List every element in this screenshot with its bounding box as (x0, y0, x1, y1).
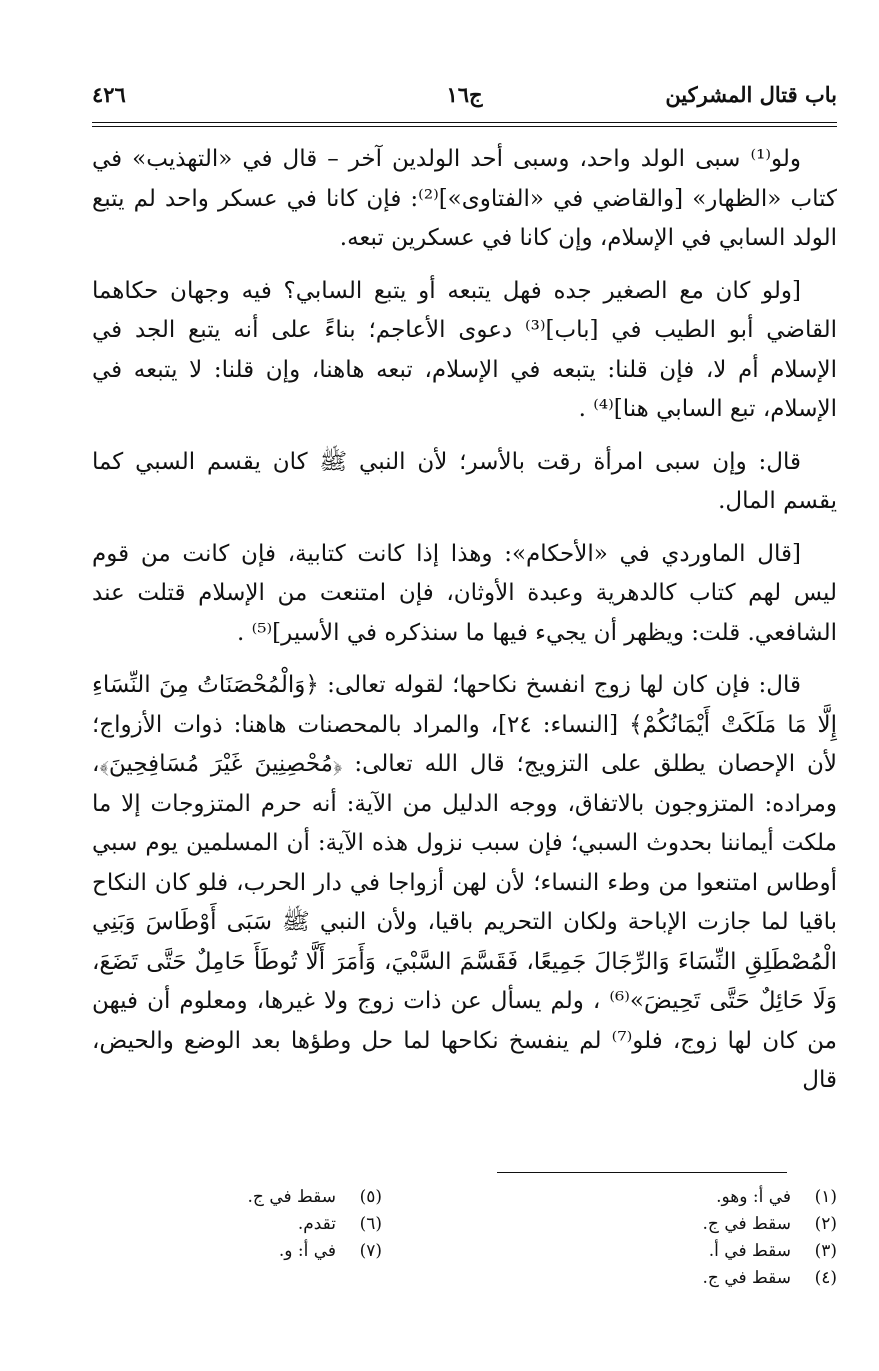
footnote-text: سقط في ج. (247, 1187, 336, 1207)
footnote-number: (٤) (814, 1268, 837, 1288)
footnote-text: في أ: و. (278, 1241, 336, 1261)
footnote-item (507, 1265, 837, 1292)
page-number: ٤٢٦ (92, 82, 126, 107)
footnote-text: سقط في ج. (702, 1268, 791, 1288)
footnote-separator (497, 1172, 787, 1173)
footnote-number: (٢) (814, 1214, 837, 1234)
footnote-column-right (507, 1184, 837, 1292)
paragraph: [قال الماوردي في «الأحكام»: وهذا إذا كانت كتابية، فإن كانت من قوم ليس لهم كتاب كالدهرية وعبدة الأوثان، فإن امتنعت من الإسلام قتلت عند الشافعي. قلت: ويظهر أن يجيء فيها ما سنذكره في الأسير]⁽⁵⁾ . (92, 540, 837, 646)
footnote-text: سقط في ج. (702, 1214, 791, 1234)
footnote-number: (١) (814, 1187, 837, 1207)
main-text (92, 140, 837, 1101)
footnote-number: (٧) (359, 1241, 382, 1261)
footnote-item (52, 1211, 382, 1238)
footnote-item (507, 1238, 837, 1265)
footnote-column-left (52, 1184, 382, 1265)
header-rule (92, 122, 837, 123)
paragraph: [ولو كان مع الصغير جده فهل يتبعه أو يتبع السابي؟ فيه وجهان حكاهما القاضي أبو الطيب في [باب]⁽³⁾ دعوى الأعاجم؛ بناءً على أنه يتبع الجد في الإسلام أم لا، فإن قلنا: يتبعه في الإسلام، تبعه هاهنا، وإن قلنا: لا يتبعه في الإسلام، تبع السابي هنا]⁽⁴⁾ . (92, 277, 837, 422)
paragraph: قال: وإن سبى امرأة رقت بالأسر؛ لأن النبي ﷺ كان يقسم السبي كما يقسم المال. (92, 448, 837, 514)
footnote-item (52, 1184, 382, 1211)
footnote-number: (٥) (359, 1187, 382, 1207)
footnote-number: (٣) (814, 1241, 837, 1261)
chapter-title: باب قتال المشركين (665, 82, 837, 107)
paragraph: قال: فإن كان لها زوج انفسخ نكاحها؛ لقوله تعالى: ﴿وَالْمُحْصَنَاتُ مِنَ النِّسَاءِ إِلَّا مَا مَلَكَتْ أَيْمَانُكُمْ﴾ [النساء: ٢٤]، والمراد بالمحصنات هاهنا: ذوات الأزواج؛ لأن الإحصان يطلق على التزويج؛ قال الله تعالى: ﴿مُحْصِنِينَ غَيْرَ مُسَافِحِينَ﴾، ومراده: المتزوجون بالاتفاق، ووجه الدليل من الآية: أنه حرم المتزوجات إلا ما ملكت أيماننا بحدوث السبي؛ فإن سبب نزول هذه الآية: أن المسلمين يوم سبي أوطاس امتنعوا من وطء النساء؛ لأن لهن أزواجا في دار الحرب، فلو كان النكاح باقيا لما جازت الإباحة ولكان التحريم باقيا، ولأن النبي ﷺ سَبَى أَوْطَاسَ وَبَنِي الْمُصْطَلِقِ النِّسَاءَ وَالرِّجَالَ جَمِيعًا، فَقَسَّمَ السَّبْيَ، وَأَمَرَ أَلَّا تُوطَأَ حَامِلٌ حَتَّى تَضَعَ، وَلَا حَائِلٌ حَتَّى تَحِيضَ»⁽⁶⁾ ، ولم يسأل عن ذات زوج ولا غيرها، ومعلوم أن فيهن من كان لها زوج، فلو⁽⁷⁾ لم ينفسخ نكاحها لما حل وطؤها بعد الوضع والحيض، قال (92, 672, 838, 1093)
footnote-item (507, 1211, 837, 1238)
footnote-number: (٦) (359, 1214, 382, 1234)
header-rule-thin (92, 126, 837, 127)
footnote-item (507, 1184, 837, 1211)
volume-label: ج١٦ (446, 82, 483, 107)
footnote-text: في أ: وهو. (716, 1187, 791, 1207)
footnote-text: تقدم. (297, 1214, 336, 1234)
footnote-item (52, 1238, 382, 1265)
footnote-text: سقط في أ. (708, 1241, 791, 1261)
paragraph: ولو⁽¹⁾ سبى الولد واحد، وسبى أحد الولدين آخر – قال في «التهذيب» في كتاب «الظهار» [والقاضي في «الفتاوى»]⁽²⁾: فإن كانا في عسكر واحد لم يتبع الولد السابي في الإسلام، وإن كانا في عسكرين تبعه. (92, 146, 837, 251)
running-header (92, 82, 837, 118)
